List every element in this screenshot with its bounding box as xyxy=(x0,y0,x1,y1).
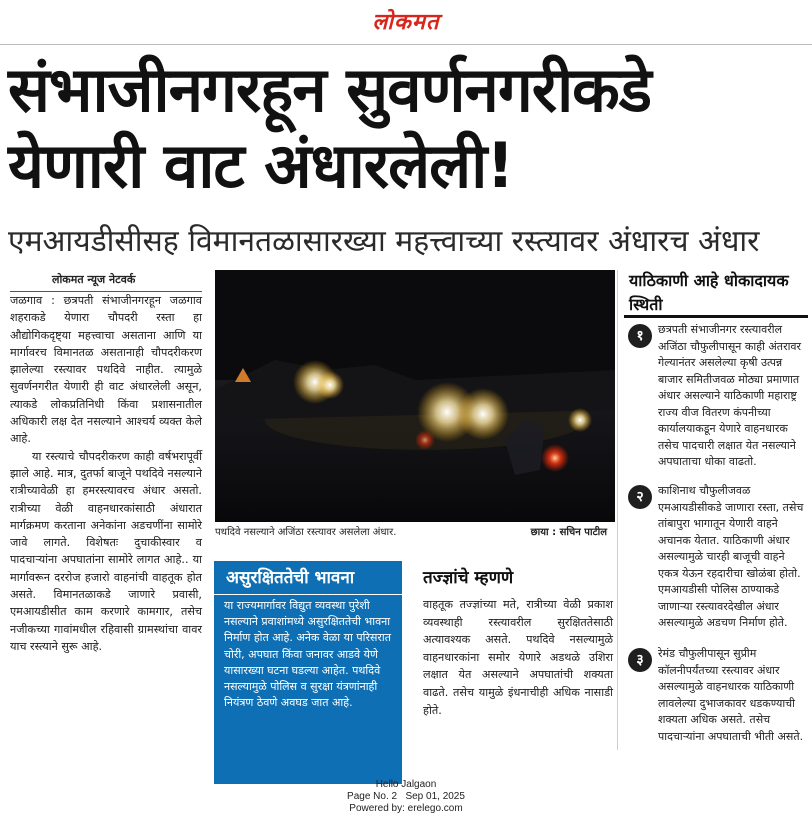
footer-powered-by: Powered by: erelego.com xyxy=(349,803,463,814)
number-badge-icon: २ xyxy=(628,485,652,509)
danger-item-3 xyxy=(628,646,808,745)
number-badge-icon: १ xyxy=(628,324,652,348)
danger-item-1 xyxy=(628,322,808,471)
article-column-1 xyxy=(10,292,202,655)
column-divider xyxy=(617,270,618,750)
page-footer xyxy=(0,779,812,815)
danger-heading: याठिकाणी आहे धोकादायक स्थिती xyxy=(629,271,789,314)
byline: लोकमत न्यूज नेटवर्क xyxy=(52,273,136,286)
insecurity-box-divider xyxy=(214,594,402,595)
experts-text: वाहतूक तज्ज्ञांच्या मते, रात्रीच्या वेळी प्रकाश व्यवस्थाही रस्त्यावरील सुरक्षिततेसाठी अत्यावश्यक असते. पथदिवे नसल्यामुळे वाहनधारकांना समोर येणारे अडथळे उशिरा लक्षात येत असल्याने अपघातांची शक्यता वाढते. तसेच यामुळे इंधनाचीही अधिक नासाडी होते. xyxy=(423,598,613,717)
news-photo xyxy=(215,270,615,522)
masthead-divider xyxy=(0,44,812,45)
danger-item-text: रेमंड चौफुलीपासून सुप्रीम कॉलनीपर्यंतच्या रस्त्यावर अंधार असल्यामुळे वाहनधारक याठिकाणी लावलेल्या दुभाजकावर धडकण्याची शक्यता अधिक असते. तसेच पादचाऱ्यांना अपघाताची भीती असते. xyxy=(658,647,804,743)
masthead-logo: लोकमत xyxy=(372,9,440,35)
danger-item-text: काशिनाथ चौफुलीजवळ एमआयडीसीकडे जाणारा रस्ता, तसेच तांबापुरा भागातून येणारी वाहने अचानक येतात. याठिकाणी अंधार असल्यामुळे चारही बाजूची वाहने एकत्र येऊन रहदारीचा खोळंबा होतो. एमआयडीसी पोलिस ठाण्याकडे जाणाऱ्या रस्त्यावरदेखील अंधार असल्यामुळे अडचण निर्माण होते. xyxy=(658,484,804,629)
danger-heading-rule xyxy=(624,315,808,318)
footer-date: Sep 01, 2025 xyxy=(405,791,465,802)
photo-caption xyxy=(215,524,615,542)
article-paragraph-2: या रस्त्याचे चौपदरीकरण काही वर्षभरापूर्वी झाले आहे. मात्र, दुतर्फा बाजूने पथदिवे नसल्याने रात्रीच्यावेळी हा हमरस्त्यावरच अंधार असतो. रात्रीच्या वेळी वाहनधारकांसाठी अंधारात मार्गक्रमण करताना अनेकांना अडचणींना सामोरे जावे लागते. विशेषतः दुचाकीस्वार व पादचाऱ्यांना अपघातांना सामोरे लागत आहे.. या मार्गावरून दररोज हजारो वाहनांची वाहतूक होत असते. विमानतळाकडे जाणारे प्रवासी, एमआयडीसीत काम करणारे कामगार, तसेच नजीकच्या गावांमधील रहिवासी ग्रामस्थांचा वावर याच रस्त्याने सुरू आहे. xyxy=(10,449,202,653)
headline xyxy=(8,52,808,204)
photo-caption-text: पथदिवे नसल्याने अजिंठा रस्त्यावर असलेला अंधार. xyxy=(215,527,397,538)
article-paragraph-1: जळगाव : छत्रपती संभाजीनगरहून जळगाव शहराकडे येणारा चौपदरी रस्ता हा औद्योगिकदृष्ट्या महत्त्वाचा असताना आणि या मार्गावरच विमानतळ असतानाही चौपदरीकरण झालेल्या रस्त्यावर पथदिवे नाहीत. त्यामुळे सुवर्णनगरीत येणारी ही वाट अंधारलेली असून, त्याकडे लोकप्रतिनिधी किंवा प्रशासनातील अधिकारी लक्ष देत नसल्याने आश्चर्य व्यक्त केले आहे. xyxy=(10,294,202,446)
insecurity-box-title: असुरक्षिततेची भावना xyxy=(226,568,355,588)
experts-heading: तज्ज्ञांचे म्हणणे xyxy=(423,568,514,588)
photo-credit: छाया : सचिन पाटील xyxy=(530,527,607,538)
number-badge-icon: ३ xyxy=(628,648,652,672)
headline-line-1: संभाजीनगरहून सुवर्णनगरीकडे xyxy=(8,53,651,126)
danger-item-2 xyxy=(628,483,808,632)
danger-item-text: छत्रपती संभाजीनगर रस्त्यावरील अजिंठा चौफुलीपासून काही अंतरावर गेल्यानंतर असलेल्या कृषी उत्पन्न बाजार समितीजवळ मोठ्या प्रमाणात अंधार असल्याने याठिकाणी महाराष्ट्र राज्य वीज वितरण कंपनीच्या कार्यालयाकडून येणारे वाहनधारक तसेच पादचारी लक्षात येत नसल्याने अपघाताचा धोका वाढतो. xyxy=(658,323,802,468)
footer-page-info xyxy=(0,791,812,803)
insecurity-box-text: या राज्यमार्गावर विद्युत व्यवस्था पुरेशी नसल्याने प्रवाशांमध्ये असुरक्षिततेची भावना निर्माण होत आहे. अनेक वेळा या परिसरात चोरी, अपघात किंवा जनावर आडवे येणे यासारख्या घटना घडल्या आहेत. पथदिवे नसल्यामुळे पोलिस व सुरक्षा यंत्रणांनाही नियंत्रण ठेवणे अवघड जात आहे. xyxy=(224,599,392,710)
footer-page-number: Page No. 2 xyxy=(347,791,398,802)
subheadline: एमआयडीसीसह विमानतळासारख्या महत्त्वाच्या रस्त्यावर अंधारच अंधार xyxy=(8,224,760,259)
headline-line-2: येणारी वाट अंधारलेली! xyxy=(8,129,514,202)
night-road-image xyxy=(215,270,615,522)
footer-edition: Hello Jalgaon xyxy=(375,779,437,790)
